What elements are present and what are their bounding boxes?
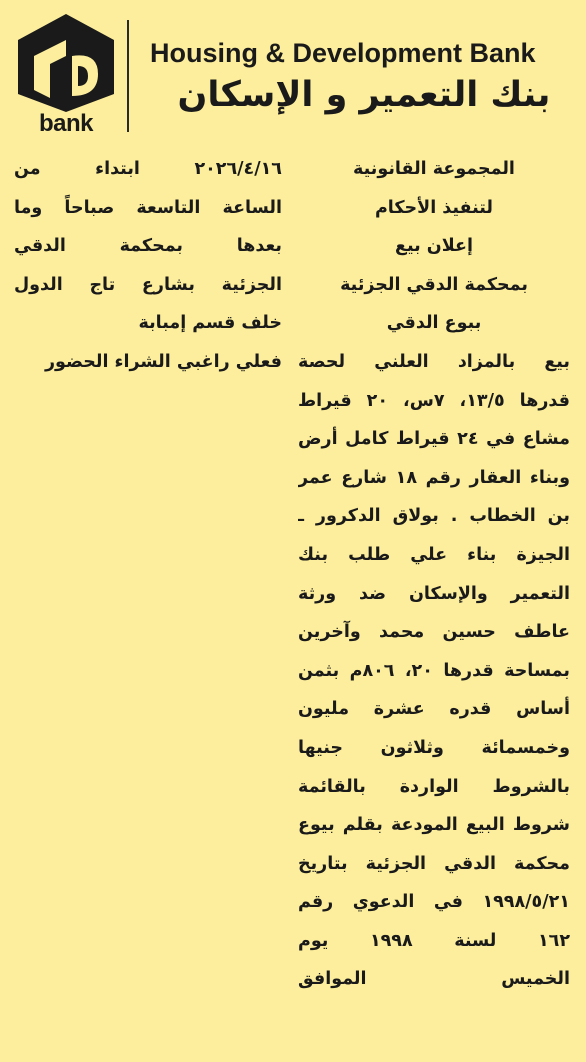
bank-name-arabic: بنك التعمير و الإسكان <box>177 75 551 115</box>
body-line: بالشروط الواردة بالقائمة <box>298 776 570 797</box>
body-line: الخميس الموافق <box>298 969 570 990</box>
body-line: خلف قسم إمبابة <box>138 313 282 334</box>
body-line: أساس قدره عشرة مليون <box>298 699 570 720</box>
bank-name-english: Housing & Development Bank <box>150 38 536 68</box>
body-line: بيع بالمزاد العلني لحصة <box>298 351 570 372</box>
header-divider <box>127 20 129 132</box>
body-line: مشاع في ٢٤ قيراط كامل أرض <box>298 429 570 450</box>
body-line: الجزئية بشارع تاج الدول <box>14 274 282 295</box>
body-line: بمساحة قدرها ٢٠، ٨٠٦م بثمن <box>298 660 570 681</box>
body-line: وبناء العقار رقم ١٨ شارع عمر <box>298 467 570 488</box>
announcement-left-column <box>14 150 282 382</box>
bank-header <box>0 0 586 140</box>
body-line: ١٦٢ لسنة ١٩٩٨ يوم <box>298 930 570 951</box>
body-line: محكمة الدقي الجزئية بتاريخ <box>298 853 570 874</box>
body-line: فعلي راغبي الشراء الحضور <box>44 351 282 372</box>
heading-sale-announcement: إعلان بيع <box>395 236 473 257</box>
body-line: الساعة التاسعة صباحاً وما <box>14 197 282 218</box>
body-line: الجيزة بناء علي طلب بنك <box>298 544 570 565</box>
heading-judgment-execution: لتنفيذ الأحكام <box>374 197 493 218</box>
body-line: وخمسمائة وثلاثون جنيها <box>298 737 570 758</box>
body-line: التعمير والإسكان ضد ورثة <box>298 583 570 604</box>
bank-logo <box>14 12 118 136</box>
heading-legal-group: المجموعة القانونية <box>353 159 515 179</box>
body-line: عاطف حسين محمد وآخرين <box>298 622 570 643</box>
body-line: قدرها ١٣/٥، ٧س، ٢٠ قيراط <box>298 390 570 411</box>
body-line: بعدها بمحكمة الدقي <box>14 236 282 257</box>
logo-wordmark: bank <box>38 110 93 137</box>
body-line: ١٩٩٨/٥/٢١ في الدعوي رقم <box>298 892 570 913</box>
body-line: بن الخطاب . بولاق الدكرور ـ <box>298 506 570 527</box>
heading-court: بمحكمة الدقي الجزئية <box>340 274 528 295</box>
heading-sales-dept: ببوع الدقي <box>386 313 482 334</box>
body-line: ٢٠٢٦/٤/١٦ ابتداء من <box>14 159 282 179</box>
bank-logo-icon <box>14 12 118 112</box>
body-line: شروط البيع المودعة بقلم بيوع <box>298 815 570 836</box>
announcement-right-column <box>298 150 570 999</box>
